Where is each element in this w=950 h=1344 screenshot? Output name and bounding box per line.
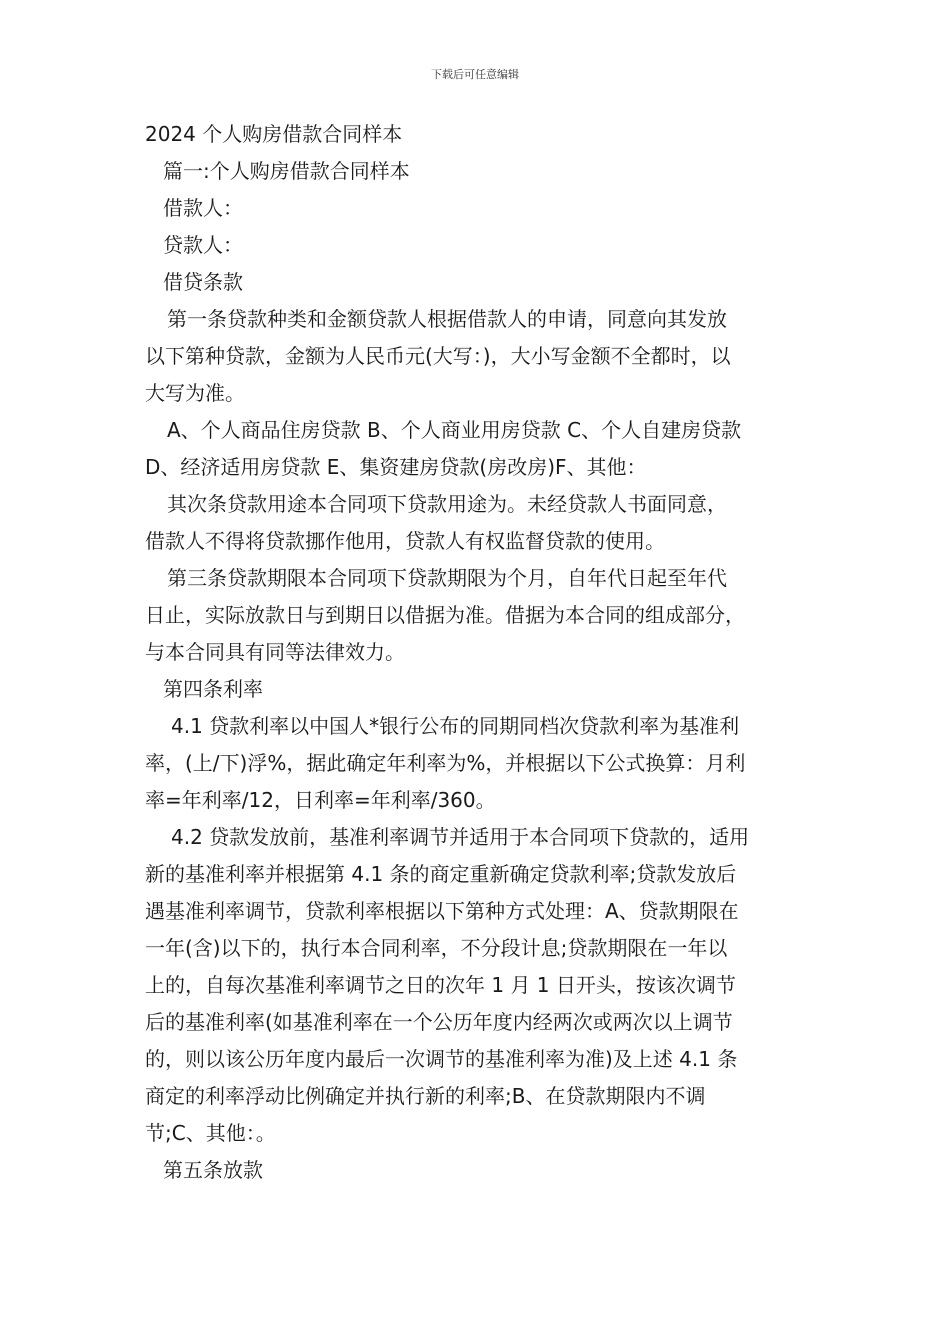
- paragraph-line: 遇基准利率调节，贷款利率根据以下第种方式处理：A、贷款期限在: [145, 899, 739, 923]
- section-heading: 篇一:个人购房借款合同样本: [163, 159, 410, 183]
- paragraph-line: 借款人不得将贷款挪作他用，贷款人有权监督贷款的使用。: [145, 529, 665, 553]
- paragraph-line: 一年(含)以下的，执行本合同利率，不分段计息;贷款期限在一年以: [145, 936, 728, 960]
- paragraph-line: 其次条贷款用途本合同项下贷款用途为。未经贷款人书面同意，: [167, 492, 727, 516]
- paragraph-line: 4.1 贷款利率以中国人*银行公布的同期同档次贷款利率为基准利: [171, 714, 740, 738]
- paragraph-line: A、个人商品住房贷款 B、个人商业用房贷款 C、个人自建房贷款: [167, 418, 742, 442]
- borrower-line: 借款人：: [163, 196, 243, 220]
- paragraph-line: 第三条贷款期限本合同项下贷款期限为个月，自年代日起至年代: [167, 566, 727, 590]
- paragraph-line: 率，(上/下)浮%，据此确定年利率为%，并根据以下公式换算：月利: [145, 751, 746, 775]
- paragraph-line: 与本合同具有同等法律效力。: [145, 640, 405, 664]
- header-note: 下载后可任意编辑: [431, 68, 519, 81]
- paragraph-line: 大写为准。: [145, 381, 245, 405]
- lender-line: 贷款人：: [163, 233, 243, 257]
- document-body: [145, 116, 810, 1189]
- section-heading: 第五条放款: [163, 1158, 263, 1182]
- paragraph-line: 日止，实际放款日与到期日以借据为准。借据为本合同的组成部分，: [145, 603, 745, 627]
- paragraph-line: 节;C、其他：。: [145, 1121, 276, 1145]
- paragraph-line: 的，则以该公历年度内最后一次调节的基准利率为准)及上述 4.1 条: [145, 1047, 738, 1071]
- section-heading: 第四条利率: [163, 677, 263, 701]
- paragraph-line: 新的基准利率并根据第 4.1 条的商定重新确定贷款利率;贷款发放后: [145, 862, 737, 886]
- paragraph-line: 4.2 贷款发放前，基准利率调节并适用于本合同项下贷款的，适用: [171, 825, 750, 849]
- terms-heading: 借贷条款: [163, 270, 243, 294]
- paragraph-line: 上的，自每次基准利率调节之日的次年 1 月 1 日开头，按该次调节: [145, 973, 736, 997]
- paragraph-line: 商定的利率浮动比例确定并执行新的利率;B、在贷款期限内不调: [145, 1084, 706, 1108]
- paragraph-line: 率=年利率/12，日利率=年利率/360。: [145, 788, 496, 812]
- paragraph-line: 以下第种贷款，金额为人民币元(大写：)，大小写金额不全都时，以: [145, 344, 731, 368]
- document-title: 2024 个人购房借款合同样本: [145, 122, 403, 146]
- paragraph-line: 后的基准利率(如基准利率在一个公历年度内经两次或两次以上调节: [145, 1010, 733, 1034]
- paragraph-line: 第一条贷款种类和金额贷款人根据借款人的申请，同意向其发放: [167, 307, 727, 331]
- paragraph-line: D、经济适用房贷款 E、集资建房贷款(房改房)F、其他：: [145, 455, 647, 479]
